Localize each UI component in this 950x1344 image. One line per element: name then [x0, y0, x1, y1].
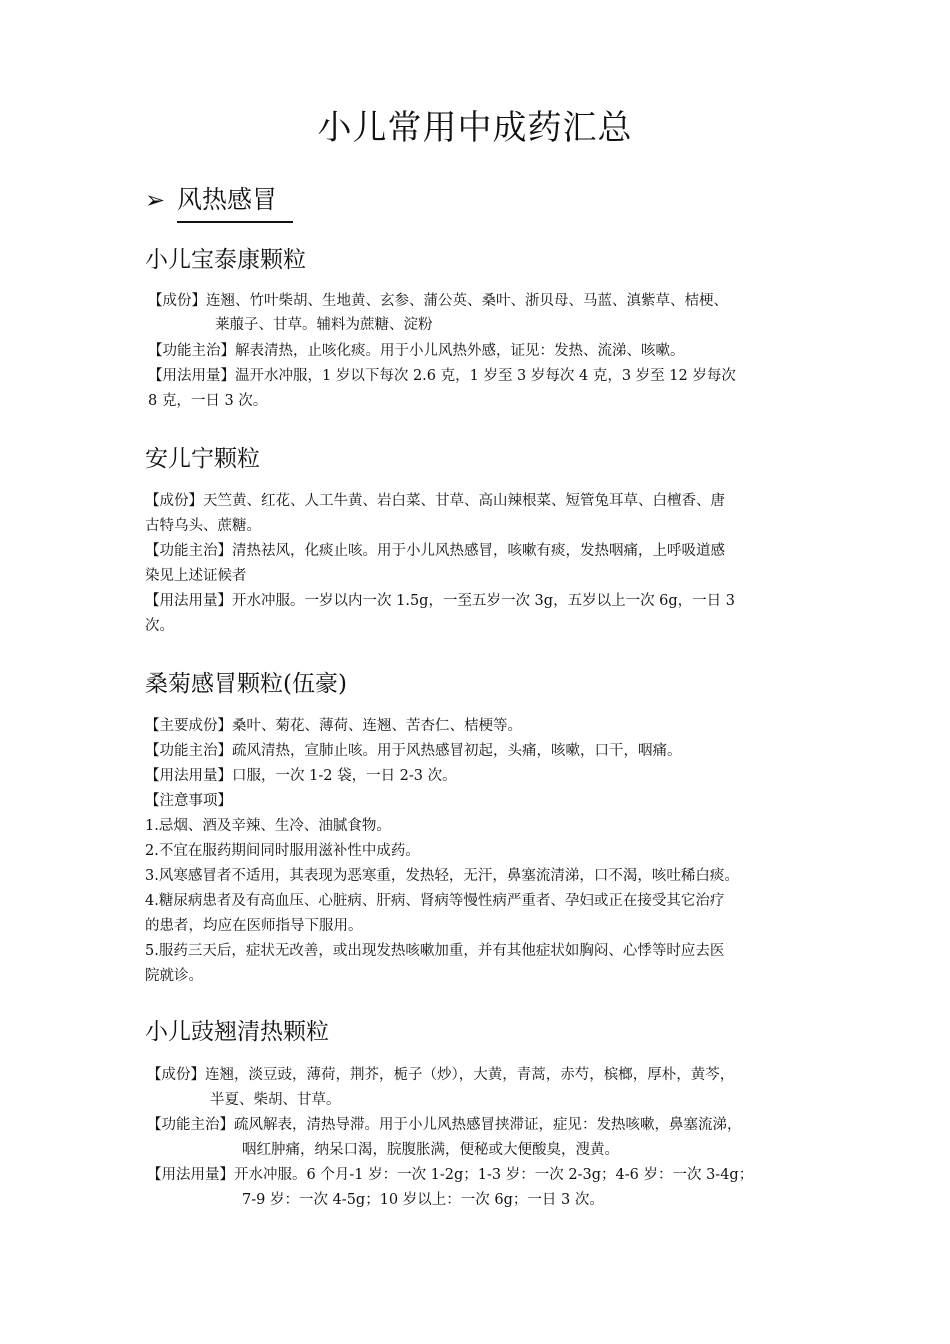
section-line: 【功能主治】清热祛风，化痰止咳。用于小儿风热感冒，咳嗽有痰，发热咽痛，上呼吸道感: [145, 543, 725, 559]
section-title-anerning: 安儿宁颗粒: [145, 446, 260, 472]
category-heading: [145, 180, 277, 216]
section-line: 1.忌烟、酒及辛辣、生冷、油腻食物。: [145, 818, 391, 834]
section-title-chiqiao: 小儿豉翘清热颗粒: [145, 1019, 329, 1045]
section-line: 【用法用量】开水冲服。一岁以内一次 1.5g，一至五岁一次 3g，五岁以上一次 6g，一日 3: [145, 593, 736, 609]
page-title: 小儿常用中成药汇总: [317, 108, 633, 148]
section-line: 半夏、柴胡、甘草。: [210, 1092, 341, 1108]
section-line: 次。: [145, 618, 174, 634]
section-line: 【用法用量】开水冲服。6 个月-1 岁：一次 1-2g；1-3 岁：一次 2-3g；4-6 岁：一次 3-4g；: [147, 1167, 754, 1183]
section-line: 【主要成份】桑叶、菊花、薄荷、连翘、苦杏仁、桔梗等。: [145, 718, 522, 734]
section-title-sangju: 桑菊感冒颗粒(伍豪): [145, 671, 347, 697]
category-underline: [177, 221, 293, 223]
section-line: 染见上述证候者: [145, 568, 247, 584]
section-line: 【功能主治】疏风解表，清热导滞。用于小儿风热感冒挟滞证，症见：发热咳嗽，鼻塞流涕，: [147, 1117, 742, 1133]
section-line: 【成份】连翘，淡豆豉，薄荷，荆芥，栀子（炒），大黄，青蒿，赤芍，槟榔，厚朴，黄芩，: [147, 1067, 735, 1083]
category-label: 风热感冒: [177, 185, 278, 214]
section-line: 院就诊。: [145, 968, 203, 984]
section-line: 【用法用量】温开水冲服，1 岁以下每次 2.6 克，1 岁至 3 岁每次 4 克，3 岁至 12 岁每次: [148, 368, 736, 384]
section-line: 2.不宜在服药期间同时服用滋补性中成药。: [145, 843, 420, 859]
section-line: 【功能主治】解表清热，止咳化痰。用于小儿风热外感，证见：发热、流涕、咳嗽。: [148, 343, 685, 359]
section-line: 【用法用量】口服，一次 1-2 袋，一日 2-3 次。: [145, 768, 457, 784]
section-line: 的患者，均应在医师指导下服用。: [145, 918, 363, 934]
section-line: 【功能主治】疏风清热，宣肺止咳。用于风热感冒初起，头痛，咳嗽，口干，咽痛。: [145, 743, 682, 759]
section-title-xiaoerbaotaikang: 小儿宝泰康颗粒: [145, 247, 306, 273]
section-line: 【注意事项】: [145, 793, 232, 809]
section-line: 7-9 岁：一次 4-5g；10 岁以上：一次 6g；一日 3 次。: [242, 1192, 604, 1208]
section-line: 咽红肿痛，纳呆口渴，脘腹胀满，便秘或大便酸臭，溲黄。: [242, 1142, 619, 1158]
section-line: 4.糖尿病患者及有高血压、心脏病、肝病、肾病等慢性病严重者、孕妇或正在接受其它治疗: [145, 893, 725, 909]
section-line: 【成份】天竺黄、红花、人工牛黄、岩白菜、甘草、高山辣根菜、短管兔耳草、白檀香、唐: [145, 493, 725, 509]
section-line: 莱菔子、甘草。辅料为蔗糖、淀粉: [215, 317, 433, 333]
arrow-bullet-icon: ➢: [145, 186, 166, 214]
section-line: 【成份】连翘、竹叶柴胡、生地黄、玄参、蒲公英、桑叶、浙贝母、马蓝、滇紫草、桔梗、: [148, 293, 728, 309]
section-line: 古特乌头、蔗糖。: [145, 518, 261, 534]
section-line: 5.服药三天后，症状无改善，或出现发热咳嗽加重，并有其他症状如胸闷、心悸等时应去医: [145, 943, 725, 959]
section-line: 3.风寒感冒者不适用，其表现为恶寒重，发热轻，无汗，鼻塞流清涕，口不渴，咳吐稀白痰。: [145, 868, 739, 884]
section-line: 8 克，一日 3 次。: [148, 393, 268, 409]
